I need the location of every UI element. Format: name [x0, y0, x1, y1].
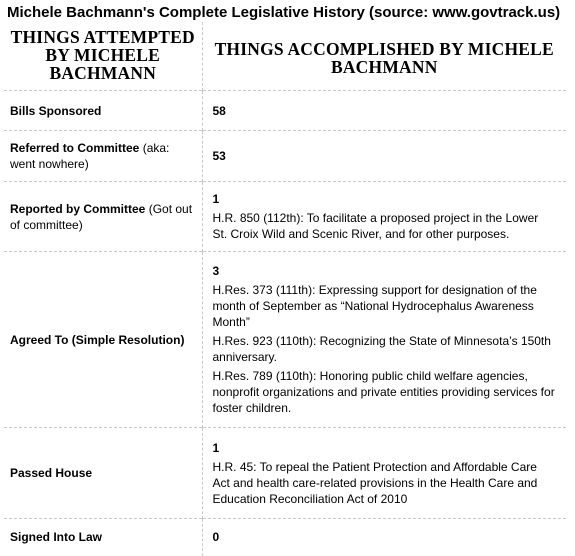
row-value: [202, 519, 566, 556]
table-header-row: [4, 22, 566, 91]
row-count: 53: [212, 149, 226, 163]
bill-item: H.Res. 789 (110th): Honoring public child welfare agencies, nonprofit organizations and private entities providing services for foster children.: [212, 369, 555, 415]
row-label-bold: Reported by Committee: [10, 201, 146, 216]
table-row: [4, 91, 566, 131]
bill-item: H.R. 850 (112th): To facilitate a proposed project in the Lower St. Croix Wild and Scenic River, and for other purposes.: [212, 211, 539, 241]
row-label: [4, 131, 202, 182]
row-label-bold: Bills Sponsored: [10, 103, 102, 118]
table-row: [4, 182, 566, 252]
row-label: [4, 252, 202, 428]
row-count: 1: [212, 192, 220, 206]
table-row: [4, 428, 566, 519]
row-label-bold: Signed Into Law: [10, 530, 102, 545]
row-label-bold: Referred to Committee: [10, 141, 140, 155]
row-value: [202, 252, 566, 428]
bill-item: H.R. 45: To repeal the Patient Protection and Affordable Care Act and health care-related provisions in the Health Care and Education Reconciliation Act of 2010: [212, 459, 538, 506]
row-label: [4, 428, 202, 519]
bill-item: H.Res. 923 (110th): Recognizing the State of Minnesota’s 150th anniversary.: [212, 334, 551, 364]
row-count: 58: [212, 103, 226, 118]
row-count: 1: [212, 440, 220, 455]
row-label-note: (Got out of committee): [10, 201, 193, 232]
row-count: 0: [212, 530, 220, 545]
row-label-bold: Passed House: [10, 466, 93, 480]
row-label: [4, 91, 202, 131]
table-row: [4, 252, 566, 428]
header-attempted: THINGS ATTEMPTED BY MICHELE BACHMANN: [4, 22, 202, 91]
row-value: [202, 91, 566, 131]
row-label: [4, 519, 202, 556]
row-count: 3: [212, 264, 220, 278]
header-accomplished: THINGS ACCOMPLISHED BY MICHELE BACHMANN: [214, 39, 554, 77]
table-row: [4, 519, 566, 556]
legislative-history-table: [4, 22, 566, 556]
page-title: Michele Bachmann's Complete Legislative History (source: www.govtrack.us): [7, 4, 561, 21]
row-label: [4, 182, 202, 252]
bill-item: H.Res. 373 (111th): Expressing support for designation of the month of September as “National Hydrocephalus Awareness Month”: [212, 283, 537, 329]
table-row: [4, 131, 566, 182]
row-value: [202, 428, 566, 519]
row-value: [202, 182, 566, 252]
row-label-note: (aka: went nowhere): [10, 141, 170, 171]
row-value: [202, 131, 566, 182]
row-label-bold: Agreed To (Simple Resolution): [10, 332, 185, 347]
